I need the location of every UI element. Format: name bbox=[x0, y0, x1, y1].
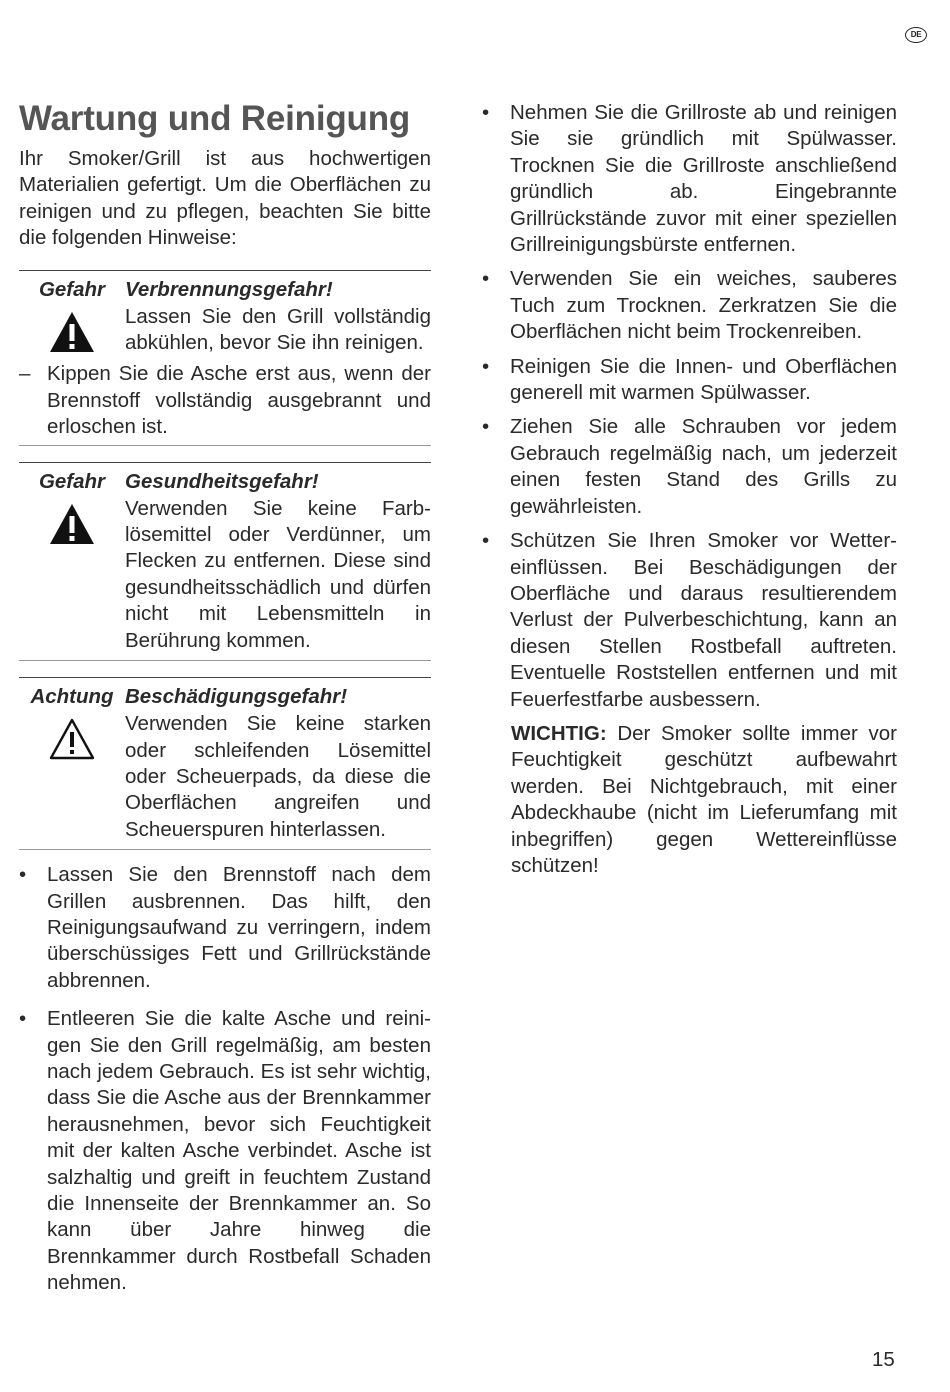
important-text: Der Smoker sollte immer vor Feuchtigkeit geschützt aufbewahrt werden. Bei Nichtgebrauch, mit einer Abdeckhaube (nicht im Lieferumfang mit inbegriffen) gegen Wettereinflüsse schützen! bbox=[511, 721, 897, 877]
list-item-text: Ziehen Sie alle Schrauben vor jedem Gebrauch regelmäßig nach, um jederzeit einen festen Stand des Grills zu gewährleisten. bbox=[510, 415, 897, 518]
warning-triangle-filled-icon bbox=[19, 304, 125, 357]
warning-triangle-outline-icon bbox=[19, 711, 125, 843]
right-bullet-list bbox=[482, 100, 897, 713]
list-item bbox=[482, 414, 897, 520]
warning-title: Gesundheitsgefahr! bbox=[125, 469, 319, 493]
list-item bbox=[19, 862, 431, 994]
language-badge-de: DE bbox=[905, 27, 927, 43]
list-item bbox=[482, 100, 897, 258]
dash-marker: – bbox=[19, 362, 31, 386]
warning-label: Gefahr bbox=[38, 277, 106, 301]
warning-title: Verbrennungsgefahr! bbox=[125, 277, 333, 301]
bullet-marker: • bbox=[482, 101, 490, 124]
page-number: 15 bbox=[872, 1348, 895, 1371]
warning-box-damage bbox=[19, 677, 431, 850]
list-item-text: Lassen Sie den Brennstoff nach dem Grillen ausbrennen. Das hilft, den Reinigungsaufwand zu verringern, indem überschüssiges Fett und Grillrückstände abbrennen. bbox=[47, 863, 431, 992]
warning-text: Lassen Sie den Grill vollständig abkühlen, bevor Sie ihn reinigen. bbox=[125, 304, 431, 355]
bullet-marker: • bbox=[482, 529, 490, 553]
bullet-marker: • bbox=[482, 415, 490, 439]
list-item-text: Reinigen Sie die Innen- und Oberflächen generell mit warmen Spülwasser. bbox=[510, 354, 897, 405]
left-column bbox=[19, 96, 431, 1297]
warning-extra-text: Kippen Sie die Asche erst aus, wenn der Brennstoff vollständig ausgebrannt und erloschen ist. bbox=[47, 362, 431, 439]
list-item bbox=[482, 354, 897, 407]
bullet-marker: • bbox=[19, 863, 27, 887]
list-item bbox=[482, 528, 897, 713]
list-item-text: Entleeren Sie die kalte Asche und reinigen Sie den Grill regelmäßig, am besten nach jedem Gebrauch. Es ist sehr wichtig, dass Sie die Asche aus der Brennkammer herausnehmen, bevor sich Feuchtigkeit mit der kalten Asche verbindet. Asche ist salzhaltig und greift in feuchtem Zustand die Innenseite der Brennkammer an. So kann über Jahre hinweg die Brennkammer durch Rostbefall Schaden nehmen. bbox=[47, 1007, 431, 1295]
list-item bbox=[19, 1006, 431, 1296]
warning-triangle-filled-icon bbox=[19, 496, 125, 654]
important-note bbox=[511, 721, 897, 879]
list-item-text: Verwenden Sie ein weiches, sauberes Tuch zum Trocknen. Zerkratzen Sie die Oberflächen nicht beim Trockenreiben. bbox=[510, 267, 897, 344]
bullet-marker: • bbox=[19, 1007, 27, 1031]
list-item bbox=[482, 266, 897, 345]
list-item-text: Schützen Sie Ihren Smoker vor Wettereinflüssen. Bei Beschädigungen der Oberfläche und daraus resultierendem Verlust der Pulverbeschichtung, kann an diesen Stellen Rostbefall auftreten. Eventuelle Roststellen entfernen und mit Feuerfestfarbe ausbessern. bbox=[510, 529, 897, 711]
warning-box-health bbox=[19, 462, 431, 661]
intro-paragraph: Ihr Smoker/Grill ist aus hochwertigen Materialien gefertigt. Um die Oberflächen zu reinigen und zu pflegen, beachten Sie bitte die folgenden Hinweise: bbox=[19, 147, 431, 250]
warning-label: Achtung bbox=[30, 685, 114, 709]
list-item-text: Nehmen Sie die Grillroste ab und reinigen Sie sie gründlich mit Spülwasser. Trocknen Sie die Grillroste anschließend gründlich ab. Eingebrannte Grillrückstände zuvor mit einer speziellen Grillreinigungsbürste entfernen. bbox=[510, 101, 897, 257]
warning-label: Gefahr bbox=[38, 469, 106, 493]
page-title: Wartung und Reinigung bbox=[19, 99, 411, 138]
warning-title: Beschädigungsgefahr! bbox=[125, 685, 348, 709]
warning-text: Verwenden Sie keine Farblösemittel oder Verdünner, um Flecken zu entfernen. Diese sind gesundheitsschädlich und dürfen nicht mit Lebensmitteln in Berührung kommen. bbox=[125, 496, 431, 652]
warning-text: Verwenden Sie keine starken oder schleifenden Lösemittel oder Scheuerpads, da diese die Oberflächen angreifen und Scheuerspuren hinterlassen. bbox=[125, 712, 431, 841]
warning-box-burn bbox=[19, 270, 431, 446]
left-bullet-list bbox=[19, 862, 431, 1297]
right-column bbox=[482, 100, 897, 879]
warning-dash-item bbox=[19, 356, 431, 444]
bullet-marker: • bbox=[482, 267, 490, 291]
important-label: WICHTIG: bbox=[511, 721, 607, 745]
bullet-marker: • bbox=[482, 354, 490, 378]
